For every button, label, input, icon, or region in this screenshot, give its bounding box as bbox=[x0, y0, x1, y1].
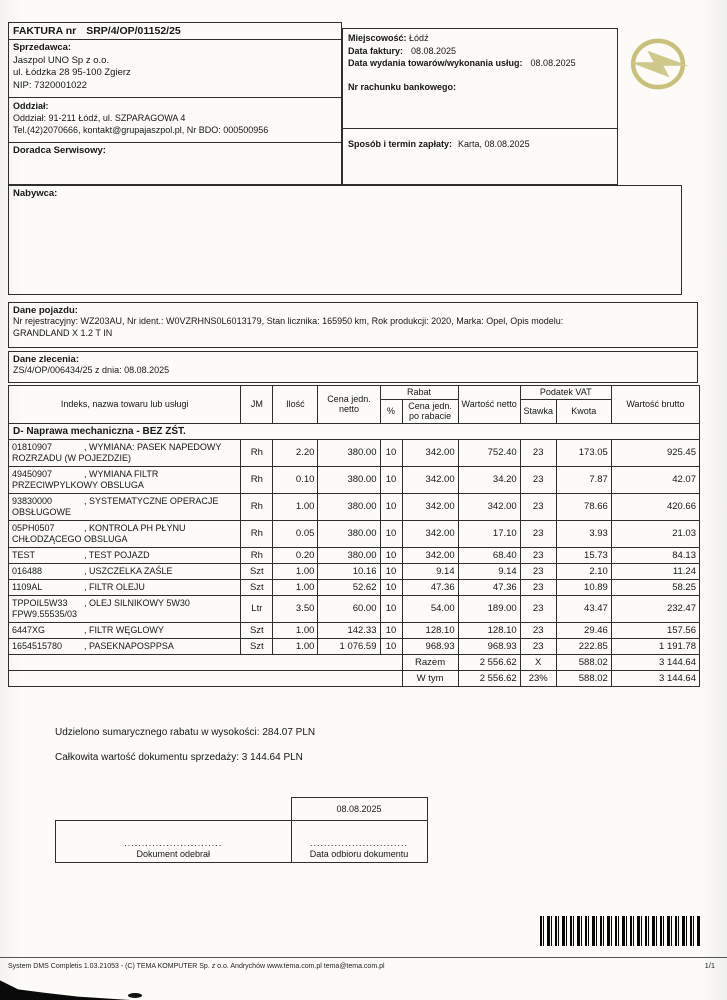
col-header-stawka: Stawka bbox=[520, 399, 556, 423]
col-header-price-after: Cena jedn. po rabacie bbox=[402, 399, 458, 423]
invoice-date-value: 08.08.2025 bbox=[411, 45, 457, 56]
table-row bbox=[9, 638, 700, 654]
item-netto: 9.14 bbox=[458, 563, 520, 579]
totals-tbody bbox=[9, 654, 700, 686]
item-rabat: 10 bbox=[380, 466, 402, 493]
item-jm: Szt bbox=[241, 622, 273, 638]
vehicle-model: GRANDLAND X 1.2 T IN bbox=[13, 327, 113, 338]
totals-wtym-netto: 2 556.62 bbox=[458, 670, 520, 686]
item-qty: 1.00 bbox=[273, 638, 318, 654]
item-rabat: 10 bbox=[380, 563, 402, 579]
section-row bbox=[9, 423, 700, 439]
item-vat-rate: 23 bbox=[520, 547, 556, 563]
item-qty: 1.00 bbox=[273, 563, 318, 579]
item-name: , TEST POJAZD bbox=[84, 549, 150, 560]
item-rabat: 10 bbox=[380, 638, 402, 654]
item-name: , KONTROLA PH PŁYNU CHŁODZĄCEGO OBSLUGA bbox=[12, 522, 186, 544]
page-number: 1/1 bbox=[704, 961, 715, 970]
item-jm: Rh bbox=[241, 493, 273, 520]
delivery-date-value: 08.08.2025 bbox=[530, 58, 576, 68]
signature-empty-cell bbox=[56, 798, 292, 821]
item-price: 380.00 bbox=[318, 547, 380, 563]
item-index: 1109AL bbox=[12, 581, 43, 592]
totals-wtym-label: W tym bbox=[402, 670, 458, 686]
item-jm: Rh bbox=[241, 466, 273, 493]
item-price: 380.00 bbox=[318, 493, 380, 520]
col-header-netto: Wartość netto bbox=[458, 386, 520, 424]
bank-account-label: Nr rachunku bankowego: bbox=[348, 81, 457, 92]
item-price: 52.62 bbox=[318, 579, 380, 595]
invoice-title-label: FAKTURA nr bbox=[13, 25, 77, 37]
item-brutto: 1 191.78 bbox=[611, 638, 699, 654]
branch-block bbox=[9, 98, 341, 143]
item-rabat: 10 bbox=[380, 622, 402, 638]
item-jm: Ltr bbox=[241, 595, 273, 622]
totals-wtym-stawka: 23% bbox=[520, 670, 556, 686]
item-index: 016488 bbox=[12, 565, 43, 576]
item-index-name bbox=[9, 520, 241, 547]
item-vat: 7.87 bbox=[556, 466, 611, 493]
item-vat: 10.89 bbox=[556, 579, 611, 595]
item-vat: 3.93 bbox=[556, 520, 611, 547]
item-qty: 0.20 bbox=[273, 547, 318, 563]
invoice-date-label: Data faktury: bbox=[348, 45, 404, 56]
advisor-block bbox=[9, 143, 341, 184]
item-name: , PASEKNAPOSPPSA bbox=[84, 640, 174, 651]
payment-value: Karta, 08.08.2025 bbox=[458, 139, 530, 149]
item-index-name bbox=[9, 595, 241, 622]
branch-label: Oddział: bbox=[13, 101, 49, 111]
signature-table bbox=[55, 797, 428, 863]
item-qty: 1.00 bbox=[273, 579, 318, 595]
scan-artifact bbox=[128, 993, 142, 998]
vehicle-details: Nr rejestracyjny: WZ203AU, Nr ident.: W0VZRHNS0L6013179, Stan licznika: 165950 km, Rok produkcji: 2020, Marka: Opel, Opis modelu: bbox=[13, 316, 564, 326]
item-rabat: 10 bbox=[380, 595, 402, 622]
table-row bbox=[9, 466, 700, 493]
totals-row-wtym bbox=[9, 670, 700, 686]
signature-date-label: Data odbioru dokumentu bbox=[309, 849, 409, 859]
signature-date-cell bbox=[291, 821, 427, 863]
item-vat-rate: 23 bbox=[520, 595, 556, 622]
item-name: , OLEJ SILNIKOWY 5W30 bbox=[84, 597, 190, 608]
item-jm: Szt bbox=[241, 638, 273, 654]
item-index-name bbox=[9, 563, 241, 579]
table-row bbox=[9, 520, 700, 547]
item-index: 05PH0507 bbox=[12, 522, 55, 533]
item-vat: 78.66 bbox=[556, 493, 611, 520]
invoice-date-line bbox=[348, 45, 612, 58]
signature-dots: ............................ bbox=[309, 838, 408, 848]
item-jm: Rh bbox=[241, 439, 273, 466]
scan-artifact bbox=[0, 972, 130, 1000]
item-name: , FILTR OLEJU bbox=[84, 581, 145, 592]
item-vat: 15.73 bbox=[556, 547, 611, 563]
branch-contact: Tel.(42)2070666, kontakt@grupajaszpol.pl, Nr BDO: 000500956 bbox=[13, 125, 269, 135]
signature-received-cell bbox=[56, 821, 292, 863]
signature-received-label: Dokument odebrał bbox=[136, 849, 211, 859]
item-rabat: 10 bbox=[380, 493, 402, 520]
item-price: 380.00 bbox=[318, 520, 380, 547]
item-index-line2: FPW9.55535/03 bbox=[12, 608, 78, 619]
totals-wtym-vat: 588.02 bbox=[556, 670, 611, 686]
item-brutto: 925.45 bbox=[611, 439, 699, 466]
delivery-date-label: Data wydania towarów/wykonania usług: bbox=[348, 58, 523, 68]
item-brutto: 11.24 bbox=[611, 563, 699, 579]
totals-razem-stawka: X bbox=[520, 654, 556, 670]
item-price: 1 076.59 bbox=[318, 638, 380, 654]
payment-label: Sposób i termin zapłaty: bbox=[348, 139, 453, 149]
item-brutto: 232.47 bbox=[611, 595, 699, 622]
col-header-brutto: Wartość brutto bbox=[611, 386, 699, 424]
items-table bbox=[8, 385, 700, 687]
item-name: , USZCZELKA ZAŚLE bbox=[84, 565, 173, 576]
item-rabat: 10 bbox=[380, 439, 402, 466]
item-vat-rate: 23 bbox=[520, 563, 556, 579]
item-vat: 43.47 bbox=[556, 595, 611, 622]
item-qty: 0.10 bbox=[273, 466, 318, 493]
totals-wtym-brutto: 3 144.64 bbox=[611, 670, 699, 686]
items-tbody bbox=[9, 423, 700, 654]
section-title: D- Naprawa mechaniczna - BEZ ZŚT. bbox=[9, 423, 700, 439]
item-netto: 968.93 bbox=[458, 638, 520, 654]
signature-dots: ............................ bbox=[124, 838, 223, 848]
item-qty: 0.05 bbox=[273, 520, 318, 547]
footer-system-info: System DMS Completis 1.03.21053 - (C) TEMA KOMPUTER Sp. z o.o. Andrychów www.tema.com.pl tema@tema.com.pl bbox=[8, 963, 385, 970]
item-price-after: 54.00 bbox=[402, 595, 458, 622]
item-price: 142.33 bbox=[318, 622, 380, 638]
city-value: Łódź bbox=[409, 33, 429, 43]
seller-label: Sprzedawca: bbox=[13, 42, 72, 53]
item-vat-rate: 23 bbox=[520, 466, 556, 493]
table-row bbox=[9, 595, 700, 622]
totals-blank bbox=[9, 670, 403, 686]
item-brutto: 157.56 bbox=[611, 622, 699, 638]
item-index: TPPOIL5W33 bbox=[12, 597, 68, 608]
item-brutto: 84.13 bbox=[611, 547, 699, 563]
item-name: , SYSTEMATYCZNE OPERACJE OBSŁUGOWE bbox=[12, 495, 219, 517]
item-name: , WYMIANA: PASEK NAPEDOWY ROZRZADU (W POJEZDZIE) bbox=[12, 441, 222, 463]
vehicle-panel bbox=[8, 302, 698, 348]
item-price-after: 47.36 bbox=[402, 579, 458, 595]
table-row bbox=[9, 493, 700, 520]
table-row bbox=[9, 439, 700, 466]
item-index-name bbox=[9, 439, 241, 466]
item-price: 10.16 bbox=[318, 563, 380, 579]
item-brutto: 58.25 bbox=[611, 579, 699, 595]
item-index: 6447XG bbox=[12, 624, 46, 635]
col-header-jm: JM bbox=[241, 386, 273, 424]
invoice-number: SRP/4/OP/01152/25 bbox=[86, 25, 181, 37]
total-summary: Całkowita wartość dokumentu sprzedaży: 3 144.64 PLN bbox=[55, 752, 303, 763]
buyer-label: Nabywca: bbox=[13, 188, 58, 199]
spacer bbox=[348, 70, 612, 81]
table-row bbox=[9, 547, 700, 563]
item-netto: 47.36 bbox=[458, 579, 520, 595]
item-vat-rate: 23 bbox=[520, 638, 556, 654]
item-index-name bbox=[9, 638, 241, 654]
item-netto: 17.10 bbox=[458, 520, 520, 547]
seller-address: ul. Łódzka 28 95-100 Zgierz bbox=[13, 67, 131, 78]
totals-blank bbox=[9, 654, 403, 670]
item-vat: 222.85 bbox=[556, 638, 611, 654]
payment-block bbox=[343, 129, 617, 184]
item-netto: 68.40 bbox=[458, 547, 520, 563]
branch-address: Oddział: 91-211 Łódź, ul. SZPARAGOWA 4 bbox=[13, 113, 186, 123]
item-rabat: 10 bbox=[380, 547, 402, 563]
item-index-name bbox=[9, 547, 241, 563]
item-jm: Szt bbox=[241, 579, 273, 595]
item-price-after: 342.00 bbox=[402, 466, 458, 493]
invoice-info-panel bbox=[342, 28, 618, 185]
col-header-qty: Ilość bbox=[273, 386, 318, 424]
item-index: 01810907 bbox=[12, 441, 53, 452]
bank-account-line bbox=[348, 81, 612, 94]
col-header-kwota: Kwota bbox=[556, 399, 611, 423]
col-header-rabat: Rabat bbox=[380, 386, 458, 400]
buyer-panel bbox=[8, 185, 682, 295]
barcode bbox=[540, 916, 700, 946]
items-table-wrap bbox=[8, 385, 700, 687]
item-index-name bbox=[9, 579, 241, 595]
totals-razem-label: Razem bbox=[402, 654, 458, 670]
vehicle-label: Dane pojazdu: bbox=[13, 305, 78, 316]
item-price-after: 968.93 bbox=[402, 638, 458, 654]
seller-block bbox=[9, 40, 341, 98]
table-row bbox=[9, 579, 700, 595]
col-header-vat: Podatek VAT bbox=[520, 386, 611, 400]
item-price-after: 342.00 bbox=[402, 520, 458, 547]
item-vat-rate: 23 bbox=[520, 579, 556, 595]
item-index-name bbox=[9, 493, 241, 520]
item-vat-rate: 23 bbox=[520, 622, 556, 638]
delivery-date-line bbox=[348, 57, 612, 70]
item-jm: Szt bbox=[241, 563, 273, 579]
item-qty: 1.00 bbox=[273, 622, 318, 638]
invoice-title bbox=[9, 23, 341, 40]
seller-nip: NIP: 7320001022 bbox=[13, 79, 87, 91]
col-header-percent: % bbox=[380, 399, 402, 423]
item-vat: 173.05 bbox=[556, 439, 611, 466]
item-price-after: 128.10 bbox=[402, 622, 458, 638]
col-header-index-name: Indeks, nazwa towaru lub usługi bbox=[9, 386, 241, 424]
order-panel bbox=[8, 351, 698, 383]
item-price-after: 342.00 bbox=[402, 439, 458, 466]
totals-razem-netto: 2 556.62 bbox=[458, 654, 520, 670]
totals-razem-vat: 588.02 bbox=[556, 654, 611, 670]
item-vat: 29.46 bbox=[556, 622, 611, 638]
item-netto: 189.00 bbox=[458, 595, 520, 622]
item-index: TEST bbox=[12, 549, 36, 560]
item-index-name bbox=[9, 466, 241, 493]
item-name: , FILTR WĘGLOWY bbox=[84, 624, 164, 635]
item-price: 380.00 bbox=[318, 439, 380, 466]
item-brutto: 420.66 bbox=[611, 493, 699, 520]
col-header-price: Cena jedn. netto bbox=[318, 386, 380, 424]
item-vat-rate: 23 bbox=[520, 439, 556, 466]
item-netto: 342.00 bbox=[458, 493, 520, 520]
item-index: 1654515780 bbox=[12, 640, 63, 651]
item-vat: 2.10 bbox=[556, 563, 611, 579]
item-price: 60.00 bbox=[318, 595, 380, 622]
item-netto: 128.10 bbox=[458, 622, 520, 638]
seller-name: Jaszpol UNO Sp z o.o. bbox=[13, 54, 110, 66]
item-netto: 752.40 bbox=[458, 439, 520, 466]
item-qty: 1.00 bbox=[273, 493, 318, 520]
signature-date: 08.08.2025 bbox=[291, 798, 427, 821]
item-qty: 2.20 bbox=[273, 439, 318, 466]
table-row bbox=[9, 622, 700, 638]
item-brutto: 42.07 bbox=[611, 466, 699, 493]
item-index: 93830000 bbox=[12, 495, 53, 506]
order-label: Dane zlecenia: bbox=[13, 354, 79, 365]
item-vat-rate: 23 bbox=[520, 493, 556, 520]
item-qty: 3.50 bbox=[273, 595, 318, 622]
item-rabat: 10 bbox=[380, 520, 402, 547]
advisor-label: Doradca Serwisowy: bbox=[13, 145, 106, 156]
item-price-after: 342.00 bbox=[402, 493, 458, 520]
totals-razem-brutto: 3 144.64 bbox=[611, 654, 699, 670]
item-price: 380.00 bbox=[318, 466, 380, 493]
item-netto: 34.20 bbox=[458, 466, 520, 493]
city-line bbox=[348, 32, 612, 45]
item-jm: Rh bbox=[241, 520, 273, 547]
signature-area bbox=[55, 797, 428, 863]
seller-panel bbox=[8, 22, 342, 185]
footer-divider bbox=[0, 957, 727, 958]
item-price-after: 9.14 bbox=[402, 563, 458, 579]
city-label: Miejscowość: bbox=[348, 33, 407, 43]
opel-logo-icon bbox=[618, 34, 698, 94]
item-index: 49450907 bbox=[12, 468, 53, 479]
item-brutto: 21.03 bbox=[611, 520, 699, 547]
totals-row-razem bbox=[9, 654, 700, 670]
item-price-after: 342.00 bbox=[402, 547, 458, 563]
item-vat-rate: 23 bbox=[520, 520, 556, 547]
discount-summary: Udzielono sumarycznego rabatu w wysokości: 284.07 PLN bbox=[55, 727, 316, 738]
item-jm: Rh bbox=[241, 547, 273, 563]
item-name: , WYMIANA FILTR PRZECIWPYLKOWY OBSLUGA bbox=[12, 468, 159, 490]
item-index-name bbox=[9, 622, 241, 638]
table-row bbox=[9, 563, 700, 579]
item-rabat: 10 bbox=[380, 579, 402, 595]
order-value: ZS/4/OP/006434/25 z dnia: 08.08.2025 bbox=[13, 365, 170, 375]
invoice-info-block bbox=[343, 29, 617, 129]
